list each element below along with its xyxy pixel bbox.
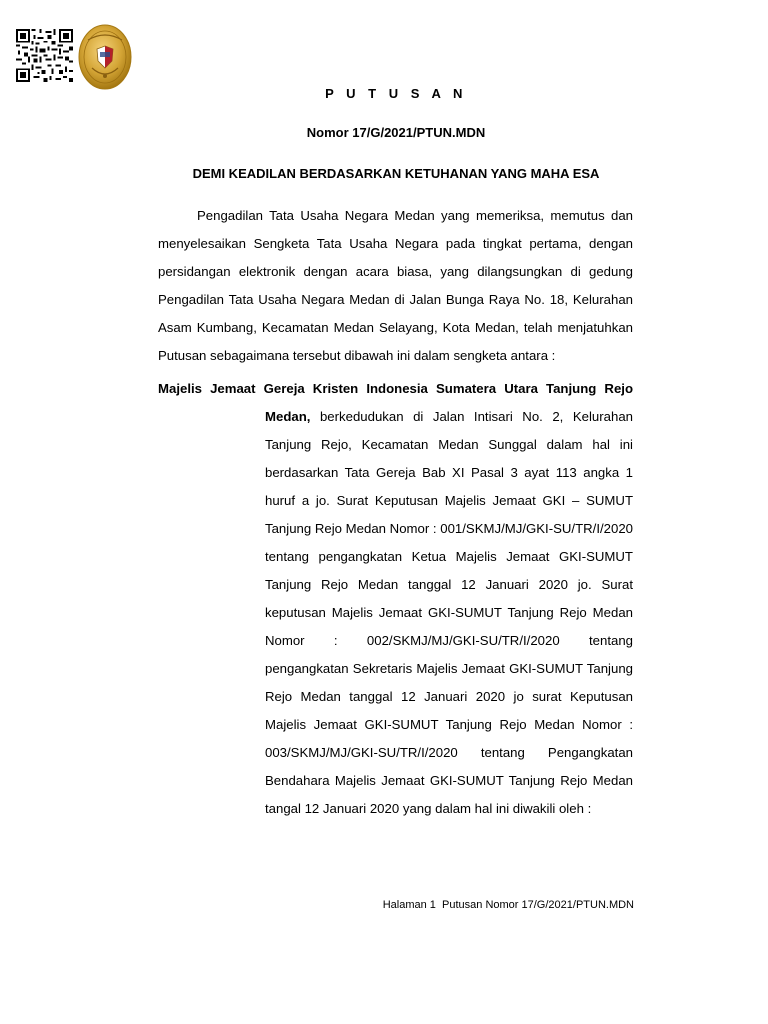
document-title: P U T U S A N — [325, 86, 467, 101]
party-name-continuation: Medan, — [265, 409, 311, 424]
party-name-line: Majelis Jemaat Gereja Kristen Indonesia Sumatera Utara Tanjung Rejo — [158, 381, 633, 396]
party-details-text: berkedudukan di Jalan Intisari No. 2, Kelurahan Tanjung Rejo, Kecamatan Medan Sunggal dalam hal ini berdasarkan Tata Gereja Bab XI Pasal 3 ayat 113 angka 1 huruf a jo. Surat Keputusan Majelis Jemaat GKI – SUMUT Tanjung Rejo Medan Nomor : 001/SKMJ/MJ/GKI-SU/TR/I/2020 tentang pengangkatan Ketua Majelis Jemaat GKI-SUMUT Tanjung Rejo Medan tanggal 12 Januari 2020 jo. Surat keputusan Majelis Jemaat GKI-SUMUT Tanjung Rejo Medan Nomor : 002/SKMJ/MJ/GKI-SU/TR/I/2020 tentang pengangkatan Sekretaris Majelis Jemaat GKI-SUMUT Tanjung Rejo Medan tanggal 12 Januari 2020 jo surat Keputusan Majelis Jemaat GKI-SUMUT Tanjung Rejo Medan Nomor : 003/SKMJ/MJ/GKI-SU/TR/I/2020 tentang Pengangkatan Bendahara Majelis Jemaat GKI-SUMUT Tanjung Rejo Medan tangal 12 Januari 2020 yang dalam hal ini diwakili oleh : — [265, 409, 633, 816]
party-details-paragraph — [265, 403, 633, 823]
case-number: Nomor 17/G/2021/PTUN.MDN — [306, 125, 486, 140]
page-footer: Halaman 1 Putusan Nomor 17/G/2021/PTUN.MDN — [382, 899, 634, 911]
irah-irah-heading: DEMI KEADILAN BERDASARKAN KETUHANAN YANG MAHA ESA — [192, 166, 600, 181]
supreme-court-seal-icon — [78, 24, 132, 90]
intro-paragraph: Pengadilan Tata Usaha Negara Medan yang memeriksa, memutus dan menyelesaikan Sengketa Tata Usaha Negara pada tingkat pertama, dengan persidangan elektronik dengan acara biasa, yang dilangsungkan di gedung Pengadilan Tata Usaha Negara Medan di Jalan Bunga Raya No. 18, Kelurahan Asam Kumbang, Kecamatan Medan Selayang, Kota Medan, telah menjatuhkan Putusan sebagaimana tersebut dibawah ini dalam sengketa antara : — [158, 208, 633, 363]
qr-code-icon — [16, 29, 73, 82]
